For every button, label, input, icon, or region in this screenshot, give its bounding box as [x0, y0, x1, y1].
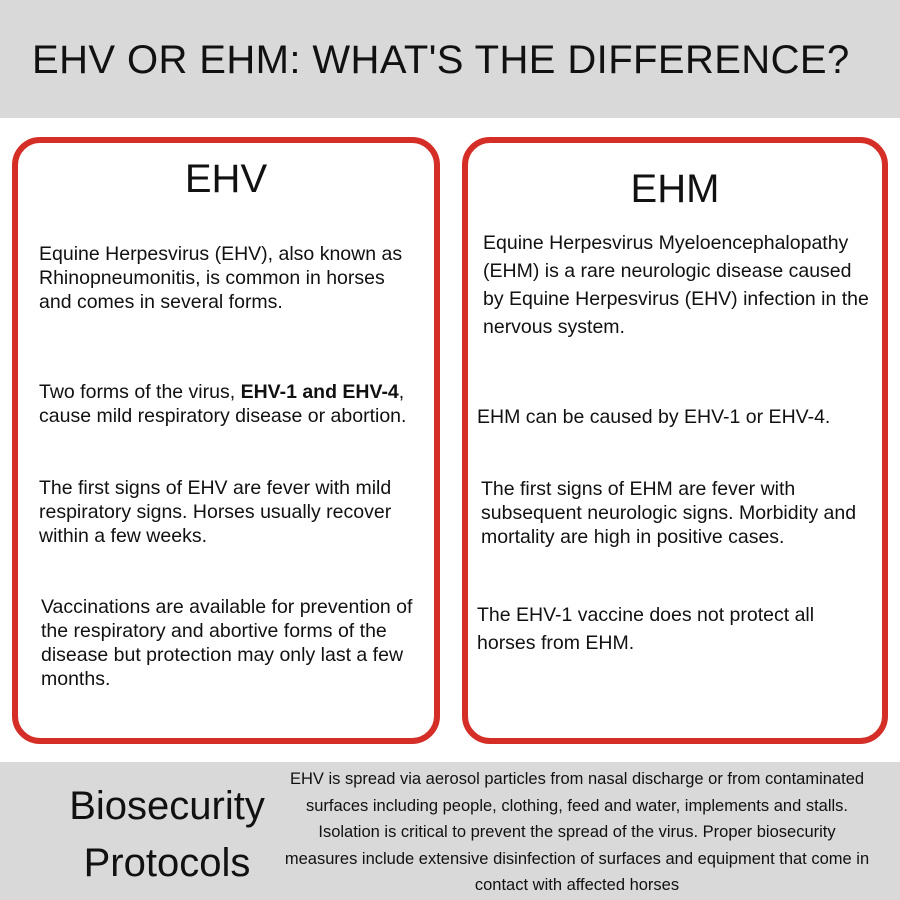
ehm-card-title: EHM [630, 167, 720, 211]
biosecurity-title: Biosecurity Protocols [69, 784, 265, 885]
biosecurity-band [0, 762, 900, 900]
ehv-forms-bold: EHV-1 and EHV-4 [240, 381, 399, 403]
ehv-signs-text: The first signs of EHV are fever with mild respiratory signs. Horses usually recover within a few weeks. [39, 477, 392, 547]
ehv-forms-text [39, 380, 431, 428]
ehm-vaccine-text: The EHV-1 vaccine does not protect all horses from EHM. [477, 604, 815, 654]
ehv-intro-text: Equine Herpesvirus (EHV), also known as Rhinopneumonitis, is common in horses and comes in several forms. [39, 243, 403, 313]
ehv-vaccine-text: Vaccinations are available for prevention of the respiratory and abortive forms of the disease but protection may only last a few months. [41, 596, 413, 690]
ehm-intro-text: Equine Herpesvirus Myeloencephalopathy (EHM) is a rare neurologic disease caused by Equine Herpesvirus (EHV) infection in the nervous system. [483, 232, 869, 338]
page-title: EHV OR EHM: WHAT'S THE DIFFERENCE? [32, 38, 850, 82]
ehv-card [12, 137, 440, 744]
ehm-cause-text: EHM can be caused by EHV-1 or EHV-4. [477, 406, 831, 428]
ehm-card [462, 137, 888, 744]
biosecurity-text: EHV is spread via aerosol particles from nasal discharge or from contaminated surfaces including people, clothing, feed and water, implements and stalls. Isolation is critical to prevent the spread of the virus. Proper biosecurity measures include extensive disinfection of surfaces and equipment that come in contact with affected horses [284, 770, 870, 894]
ehm-signs-text: The first signs of EHM are fever with subsequent neurologic signs. Morbidity and mortality are high in positive cases. [481, 478, 857, 548]
ehv-card-title: EHV [184, 157, 268, 201]
ehv-forms-suffix: , cause mild respiratory disease or abortion. [39, 381, 407, 427]
header-band [0, 0, 900, 118]
ehv-forms-prefix: Two forms of the virus, [39, 381, 241, 403]
